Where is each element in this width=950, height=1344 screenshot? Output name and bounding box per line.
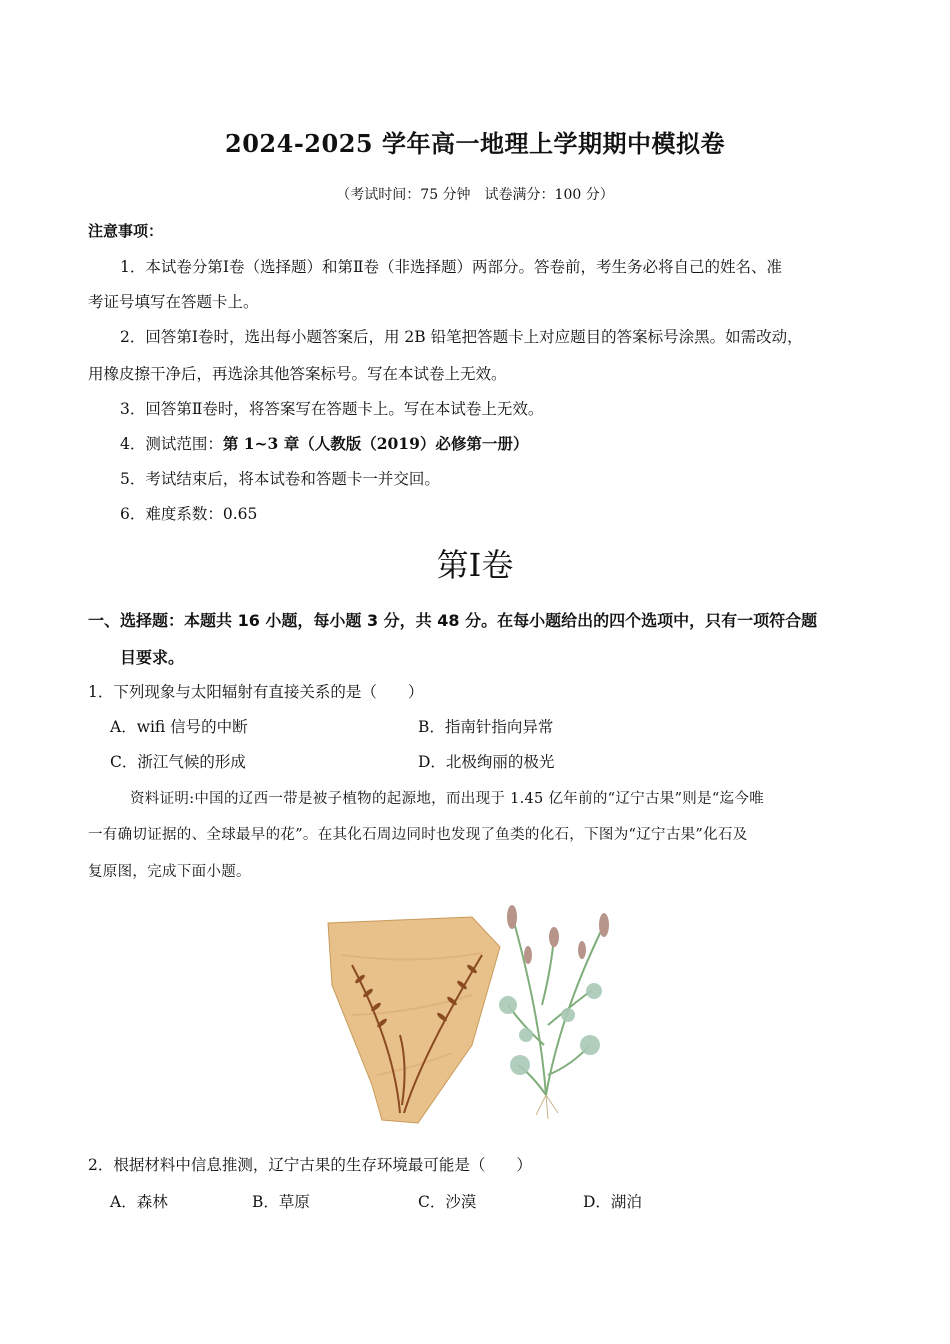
- question-1-option-d: D．北极绚丽的极光: [418, 753, 555, 771]
- fossil-figure: [322, 895, 634, 1127]
- note-4-scope: 第 1~3 章（人教版（2019）必修第一册）: [222, 434, 529, 453]
- note-5: 5．考试结束后，将本试卷和答题卡一并交回。: [120, 470, 440, 488]
- roots: [536, 1095, 558, 1119]
- question-2-option-d: D．湖泊: [583, 1193, 642, 1211]
- material-line-3: 复原图，完成下面小题。: [88, 864, 251, 880]
- question-1-stem: 1．下列现象与太阳辐射有直接关系的是（ ）: [88, 683, 424, 701]
- material-line-2: 一有确切证据的、全球最早的花”。在其化石周边同时也发现了鱼类的化石，下图为“辽宁古果”化石及: [88, 827, 748, 843]
- question-2-option-c: C．沙漠: [418, 1193, 477, 1211]
- question-1-option-c: C．浙江气候的形成: [110, 753, 246, 771]
- note-2-line-1: 2．回答第Ⅰ卷时，选出每小题答案后，用 2B 铅笔把答题卡上对应题目的答案标号涂黑。如需改动，: [120, 328, 803, 346]
- exam-title: 2024-2025 学年高一地理上学期期中模拟卷: [225, 129, 725, 158]
- fossil-and-reconstruction-image: [322, 895, 634, 1127]
- exam-subtitle: （考试时间：75 分钟 试卷满分：100 分）: [336, 187, 614, 203]
- note-2-line-2: 用橡皮擦干净后，再选涂其他答案标号。写在本试卷上无效。: [88, 365, 507, 383]
- question-2-stem: 2．根据材料中信息推测，辽宁古果的生存环境最可能是（ ）: [88, 1156, 532, 1174]
- question-2-option-b: B．草原: [252, 1193, 310, 1211]
- section-heading-line-1: 一、选择题：本题共 16 小题，每小题 3 分，共 48 分。在每小题给出的四个选项中，只有一项符合题: [88, 611, 818, 630]
- notes-heading: 注意事项：: [88, 222, 164, 240]
- question-1-option-b: B．指南针指向异常: [418, 718, 554, 736]
- section-title: 第Ⅰ卷: [436, 546, 514, 584]
- note-1-line-2: 考证号填写在答题卡上。: [88, 293, 259, 311]
- section-heading-line-2: 目要求。: [120, 648, 185, 667]
- fossil-slab: [328, 917, 500, 1123]
- question-1-option-a: A．wifi 信号的中断: [110, 718, 248, 736]
- note-4-prefix: 4．测试范围：: [120, 435, 223, 453]
- material-line-1: 资料证明:中国的辽西一带是被子植物的起源地，而出现于 1.45 亿年前的“辽宁古果”则是“迄今唯: [130, 791, 765, 807]
- note-3: 3．回答第Ⅱ卷时，将答案写在答题卡上。写在本试卷上无效。: [120, 400, 544, 418]
- note-1-line-1: 1．本试卷分第Ⅰ卷（选择题）和第Ⅱ卷（非选择题）两部分。答卷前，考生务必将自己的姓名、准: [120, 258, 783, 276]
- note-6: 6．难度系数：0.65: [120, 505, 258, 523]
- question-2-option-a: A．森林: [110, 1193, 168, 1211]
- note-4: [120, 432, 528, 454]
